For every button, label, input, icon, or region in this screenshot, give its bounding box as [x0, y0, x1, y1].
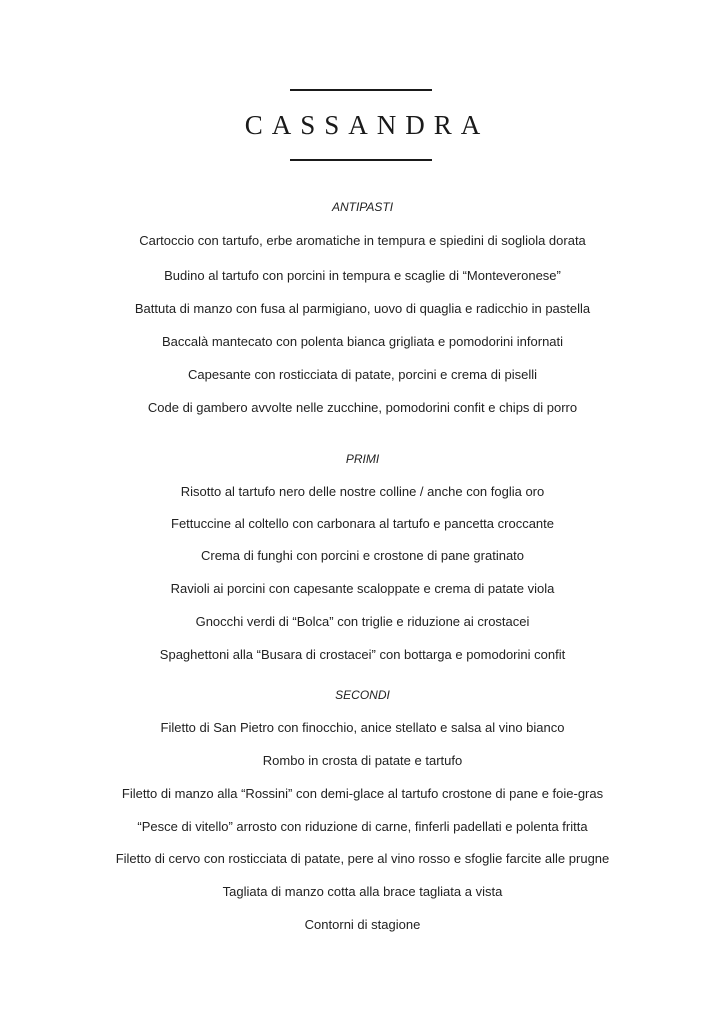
menu-item: Ravioli ai porcini con capesante scaloppate e crema di patate viola — [170, 581, 555, 596]
menu-item: Risotto al tartufo nero delle nostre colline / anche con foglia oro — [180, 484, 545, 499]
title-rule-bottom — [290, 159, 432, 161]
section-heading-secondi: SECONDI — [335, 688, 390, 702]
menu-item: Battuta di manzo con fusa al parmigiano, uovo di quaglia e radicchio in pastella — [134, 301, 591, 316]
menu-item: “Pesce di vitello” arrosto con riduzione di carne, finferli padellati e polenta fritta — [137, 819, 588, 834]
menu-item: Cartoccio con tartufo, erbe aromatiche in tempura e spiedini di sogliola dorata — [139, 233, 586, 248]
menu-item: Code di gambero avvolte nelle zucchine, pomodorini confit e chips di porro — [147, 400, 578, 415]
menu-item: Budino al tartufo con porcini in tempura e scaglie di “Monteveronese” — [164, 268, 561, 283]
menu-item: Tagliata di manzo cotta alla brace tagliata a vista — [222, 884, 503, 899]
menu-item: Baccalà mantecato con polenta bianca grigliata e pomodorini infornati — [161, 334, 564, 349]
menu-item: Capesante con rosticciata di patate, porcini e crema di piselli — [187, 367, 537, 382]
menu-item: Crema di funghi con porcini e crostone di pane gratinato — [200, 548, 525, 563]
menu-item: Filetto di cervo con rosticciata di patate, pere al vino rosso e sfoglie farcite alle prugne — [115, 851, 610, 866]
title-rule-top — [290, 89, 432, 91]
menu-item: Gnocchi verdi di “Bolca” con triglie e riduzione ai crostacei — [195, 614, 530, 629]
menu-item: Spaghettoni alla “Busara di crostacei” con bottarga e pomodorini confit — [159, 647, 566, 662]
section-heading-primi: PRIMI — [345, 452, 380, 466]
menu-item: Fettuccine al coltello con carbonara al tartufo e pancetta croccante — [171, 516, 554, 531]
menu-item: Rombo in crosta di patate e tartufo — [262, 753, 463, 768]
menu-item: Contorni di stagione — [304, 917, 421, 932]
menu-item: Filetto di manzo alla “Rossini” con demi-glace al tartufo crostone di pane e foie-gras — [121, 786, 604, 801]
section-heading-antipasti: ANTIPASTI — [331, 200, 394, 214]
restaurant-title: CASSANDRA — [244, 110, 490, 140]
menu-item: Filetto di San Pietro con finocchio, anice stellato e salsa al vino bianco — [160, 720, 565, 735]
